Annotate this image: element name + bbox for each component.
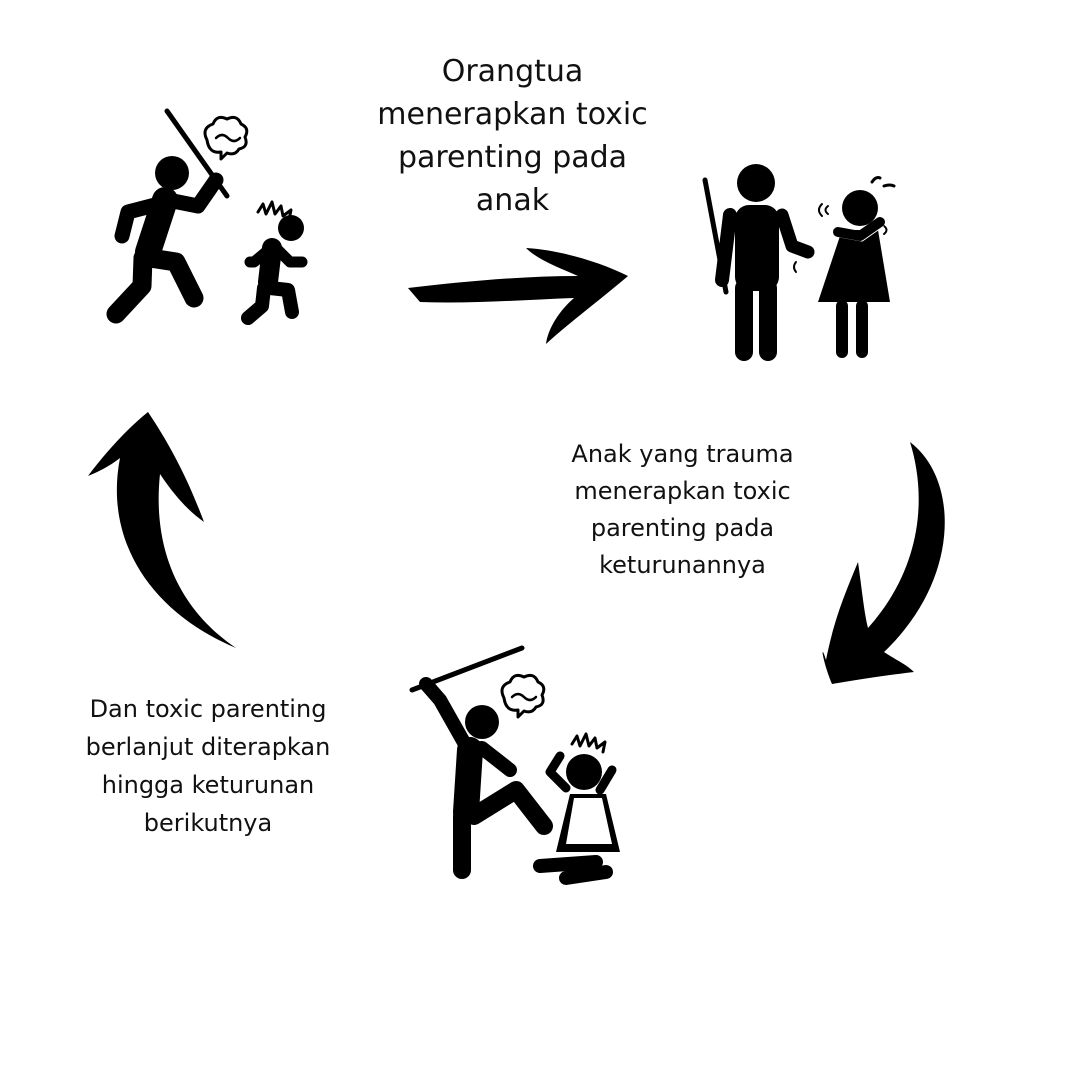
arrow-curved-up-icon: [88, 412, 236, 648]
caption-step-1: Orangtua menerapkan toxic parenting pada anak: [377, 54, 648, 218]
parent-hitting-crouching-child-icon: [412, 648, 620, 878]
arrow-curved-down-icon: [823, 442, 945, 684]
frightened-child-beside-parent-icon: [705, 164, 894, 352]
parent-chasing-child-with-stick-icon: [116, 111, 304, 318]
arrow-right-icon: [408, 248, 628, 344]
caption-step-3: Dan toxic parenting berlanjut diterapkan hingga keturunan berikutnya: [85, 695, 331, 837]
caption-step-2: Anak yang trauma menerapkan toxic parenting pada keturunannya: [571, 440, 794, 579]
